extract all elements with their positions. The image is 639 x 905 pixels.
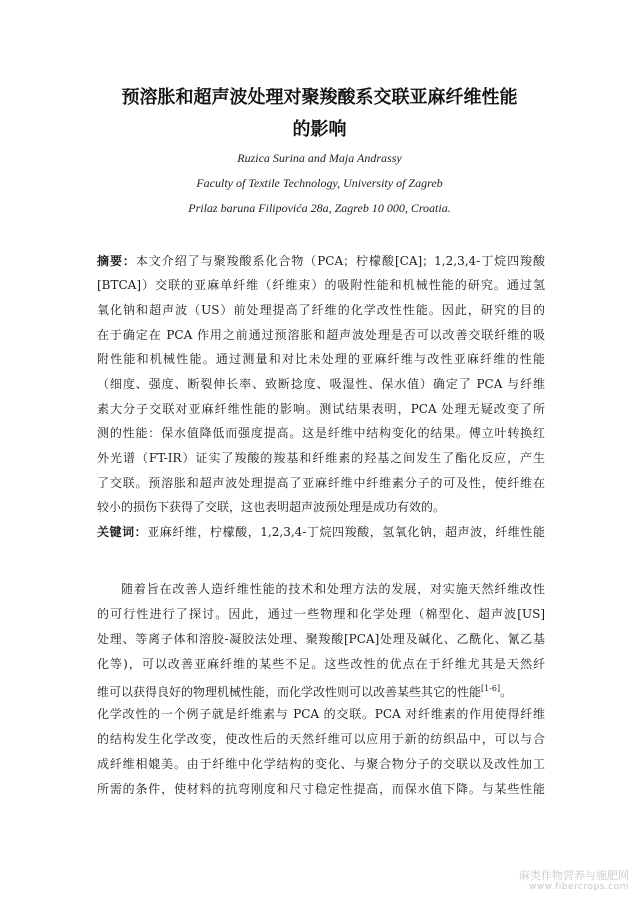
abstract-line: （细度、强度、断裂伸长率、致断捻度、吸湿性、保水值）确定了 PCA 与纤维 [97, 377, 545, 391]
body-line: 随着旨在改善人造纤维性能的技术和处理方法的发展，对实施天然纤维改性 [121, 582, 545, 596]
abstract-line [97, 253, 545, 269]
body-line: 化学改性的一个例子就是纤维素与 PCA 的交联。PCA 对纤维素的作用使得纤维 [97, 707, 545, 721]
abstract-line: 测的性能：保水值降低而强度提高。这是纤维中结构变化的结果。傅立叶转换红 [97, 426, 545, 440]
body-text: 。 [500, 685, 513, 699]
abstract-line: 附性能和机械性能。通过测量和对比未处理的亚麻纤维与改性亚麻纤维的性能 [97, 352, 545, 366]
address: Prilaz baruna Filipovića 28a, Zagreb 10 000, Croatia. [188, 201, 451, 215]
authors: Ruzica Surina and Maja Andrassy [237, 151, 402, 165]
abstract-line: [BTCA]）交联的亚麻单纤维（纤维束）的吸附性能和机械性能的研究。通过氢 [97, 278, 545, 292]
citation: [1-6] [481, 684, 501, 693]
watermark-site-name: 麻类作物营养与施肥网 [519, 869, 629, 882]
abstract-label: 摘要： [97, 254, 136, 268]
watermark-url: www.fibercrops.com [529, 882, 629, 892]
keywords-label: 关键词： [97, 525, 148, 539]
body-text: 维可以获得良好的物理机械性能，而化学改性则可以改善某些其它的性能 [97, 685, 482, 699]
body-line: 所需的条件，使材料的抗弯刚度和尺寸稳定性提高，而保水值下降。与某些性能 [97, 782, 545, 796]
watermark [519, 869, 629, 893]
body-line: 成纤维相媲美。由于纤维中化学结构的变化、与聚合物分子的交联以及改性加工 [97, 757, 545, 771]
body-line: 化等)，可以改善亚麻纤维的某些不足。这些改性的优点在于纤维尤其是天然纤 [97, 657, 545, 671]
abstract-line: 较小的损伤下获得了交联，这也表明超声波预处理是成功有效的。 [97, 500, 446, 514]
abstract-line: 氧化钠和超声波（US）前处理提高了纤维的化学改性性能。因此，研究的目的 [97, 303, 545, 317]
keywords-text: 亚麻纤维，柠檬酸，1,2,3,4-丁烷四羧酸，氢氧化钠，超声波，纤维性能 [147, 525, 545, 539]
paper-title-line-1: 预溶胀和超声波处理对聚羧酸系交联亚麻纤维性能 [121, 87, 518, 108]
keywords-line [97, 524, 545, 540]
affiliation: Faculty of Textile Technology, University of Zagreb [196, 176, 443, 190]
body-line [97, 681, 545, 700]
paper-title-line-2: 的影响 [292, 119, 347, 140]
abstract-text: 本文介绍了与聚羧酸系化合物（PCA；柠檬酸[CA]；1,2,3,4-丁烷四羧酸 [135, 254, 545, 268]
abstract-line: 素大分子交联对亚麻纤维性能的影响。测试结果表明，PCA 处理无疑改变了所 [97, 402, 545, 416]
body-line: 的可行性进行了探讨。因此，通过一些物理和化学处理（棉型化、超声波[US] [97, 607, 545, 621]
body-line: 的结构发生化学改变，使改性后的天然纤维可以应用于新的纺织品中，可以与合 [97, 732, 545, 746]
abstract-line: 了交联。预溶胀和超声波处理提高了亚麻纤维中纤维素分子的可及性，使纤维在 [97, 476, 545, 490]
body-line: 处理、等离子体和溶胶-凝胶法处理、聚羧酸[PCA]处理及碱化、乙酰化、氰乙基 [97, 632, 545, 646]
abstract-line: 在于确定在 PCA 作用之前通过预溶胀和超声波处理是否可以改善交联纤维的吸 [97, 328, 545, 342]
abstract-line: 外光谱（FT-IR）证实了羧酸的羧基和纤维素的羟基之间发生了酯化反应，产生 [97, 451, 545, 465]
